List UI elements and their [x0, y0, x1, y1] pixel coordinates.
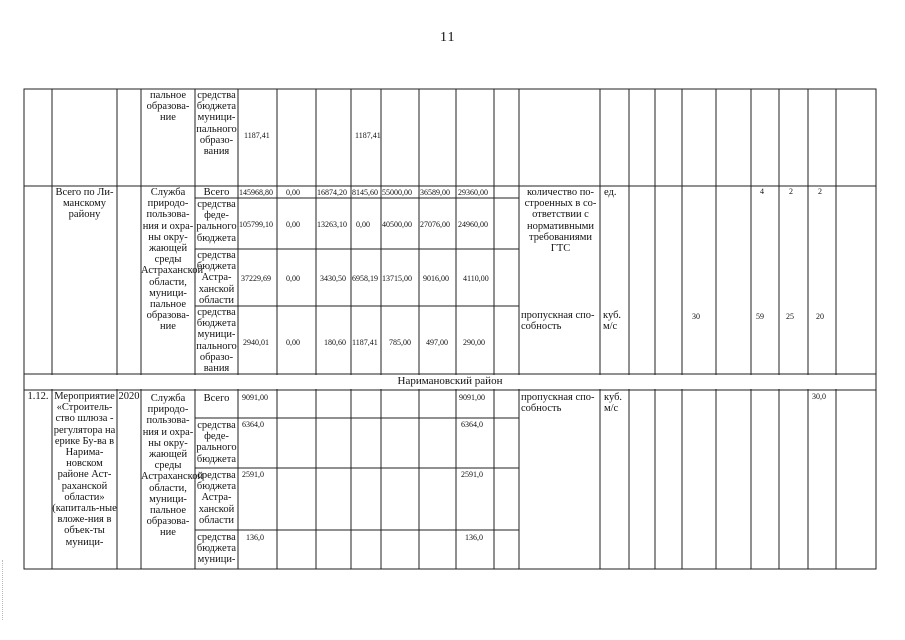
b2-r4-c3: 180,60	[324, 338, 346, 347]
ind1-val-3: 2	[818, 187, 822, 196]
b2-r2-c5: 40500,00	[382, 220, 412, 229]
b2-r2-c1: 105799,10	[239, 220, 273, 229]
district-total-name: Всего по Ли-манскому району	[55, 187, 114, 221]
ind1-val-1: 4	[760, 187, 764, 196]
b2-r3-c1: 37229,69	[241, 274, 271, 283]
b2-r3-c4: 6958,19	[352, 274, 378, 283]
source-munic-1: средства бюджета муници-пального образо-вания	[196, 90, 237, 158]
b2-r2-c2: 0,00	[286, 220, 300, 229]
source-munic-2: средства бюджета муници-пального образо-вания	[196, 307, 237, 375]
ind2-val-3: 25	[786, 312, 794, 321]
indicator-capacity-3: пропускная спо-собность	[521, 392, 595, 415]
b2-r1-c3: 16874,20	[317, 188, 347, 197]
measure-name: Мероприятие «Строитель-ство шлюза - регулятора на ерике Бу-ва в Нарима-новском районе Аст-раханской области» (капиталь-ные вложе-ния в объек-ты муници-	[52, 391, 117, 548]
b2-r4-c1: 2940,01	[243, 338, 269, 347]
ind3-value: 30,0	[812, 392, 826, 401]
measure-year: 2020	[118, 391, 140, 402]
source-fed-2: средства феде-рального бюджета	[196, 199, 237, 244]
source-total-2: Всего	[203, 187, 230, 198]
b2-r4-c7: 290,00	[463, 338, 485, 347]
b3-total-1: 9091,00	[242, 393, 268, 402]
b2-r2-c3: 13263,10	[317, 220, 347, 229]
b3-last-3: 2591,0	[461, 470, 483, 479]
b2-r2-c4: 0,00	[356, 220, 370, 229]
unit-capacity-3: куб. м/с	[604, 392, 623, 415]
val-munic-total: 1187,41	[244, 131, 270, 140]
unit-gts: ед.	[604, 187, 617, 198]
b2-r4-c4: 1187,41	[352, 338, 378, 347]
source-total-3: Всего	[203, 393, 230, 404]
source-munic-3: средства бюджета муници-	[196, 532, 237, 566]
ind2-val-4: 20	[816, 312, 824, 321]
executor-3: Служба природо-пользова-ния и охра-ны окру-жающей среды Астраханской области, муници-пальное образова-ние	[141, 393, 204, 539]
b2-r3-c2: 0,00	[286, 274, 300, 283]
b3-total-2: 6364,0	[242, 420, 264, 429]
executor-tail: пальное образова-ние	[146, 90, 190, 124]
source-fed-3: средства феде-рального бюджета	[196, 420, 237, 465]
unit-capacity-2: куб.м/с	[603, 310, 622, 333]
b2-r1-c5: 55000,00	[382, 188, 412, 197]
page-number: 11	[440, 30, 456, 45]
b2-r4-c2: 0,00	[286, 338, 300, 347]
b2-r4-c5: 785,00	[389, 338, 411, 347]
item-number: 1.12.	[27, 391, 49, 402]
source-region-2: средства бюджета Астра-ханской области	[196, 250, 237, 306]
source-region-3: средства бюджета Астра-ханской области	[196, 470, 237, 526]
b3-total-3: 2591,0	[242, 470, 264, 479]
b2-r1-c6: 36589,00	[420, 188, 450, 197]
b2-r3-c6: 9016,00	[423, 274, 449, 283]
b3-last-1: 9091,00	[459, 393, 485, 402]
section-title: Наримановский район	[397, 375, 503, 387]
b2-r1-c4: 8145,60	[352, 188, 378, 197]
b2-r1-c7: 29360,00	[458, 188, 488, 197]
ind2-val-1: 30	[692, 312, 700, 321]
b2-r2-c7: 24960,00	[458, 220, 488, 229]
b2-r3-c7: 4110,00	[463, 274, 489, 283]
val-munic-2020: 1187,41	[355, 131, 381, 140]
b2-r1-c1: 145968,80	[239, 188, 273, 197]
ind2-val-2: 59	[756, 312, 764, 321]
indicator-gts: количество по-строенных в со-ответствии с нормативными требованиями ГТС	[524, 187, 597, 255]
b2-r1-c2: 0,00	[286, 188, 300, 197]
b2-r4-c6: 497,00	[426, 338, 448, 347]
b3-last-2: 6364,0	[461, 420, 483, 429]
indicator-capacity-2: пропускная спо-собность	[521, 310, 595, 333]
ind1-val-2: 2	[789, 187, 793, 196]
b2-r3-c3: 3430,50	[320, 274, 346, 283]
b2-r2-c6: 27076,00	[420, 220, 450, 229]
b3-total-4: 136,0	[246, 533, 264, 542]
b3-last-4: 136,0	[465, 533, 483, 542]
b2-r3-c5: 13715,00	[382, 274, 412, 283]
executor-2: Служба природо-пользова-ния и охра-ны окру-жающей среды Астраханской области, муници-пальное образова-ние	[141, 187, 204, 333]
scan-margin	[2, 560, 7, 620]
